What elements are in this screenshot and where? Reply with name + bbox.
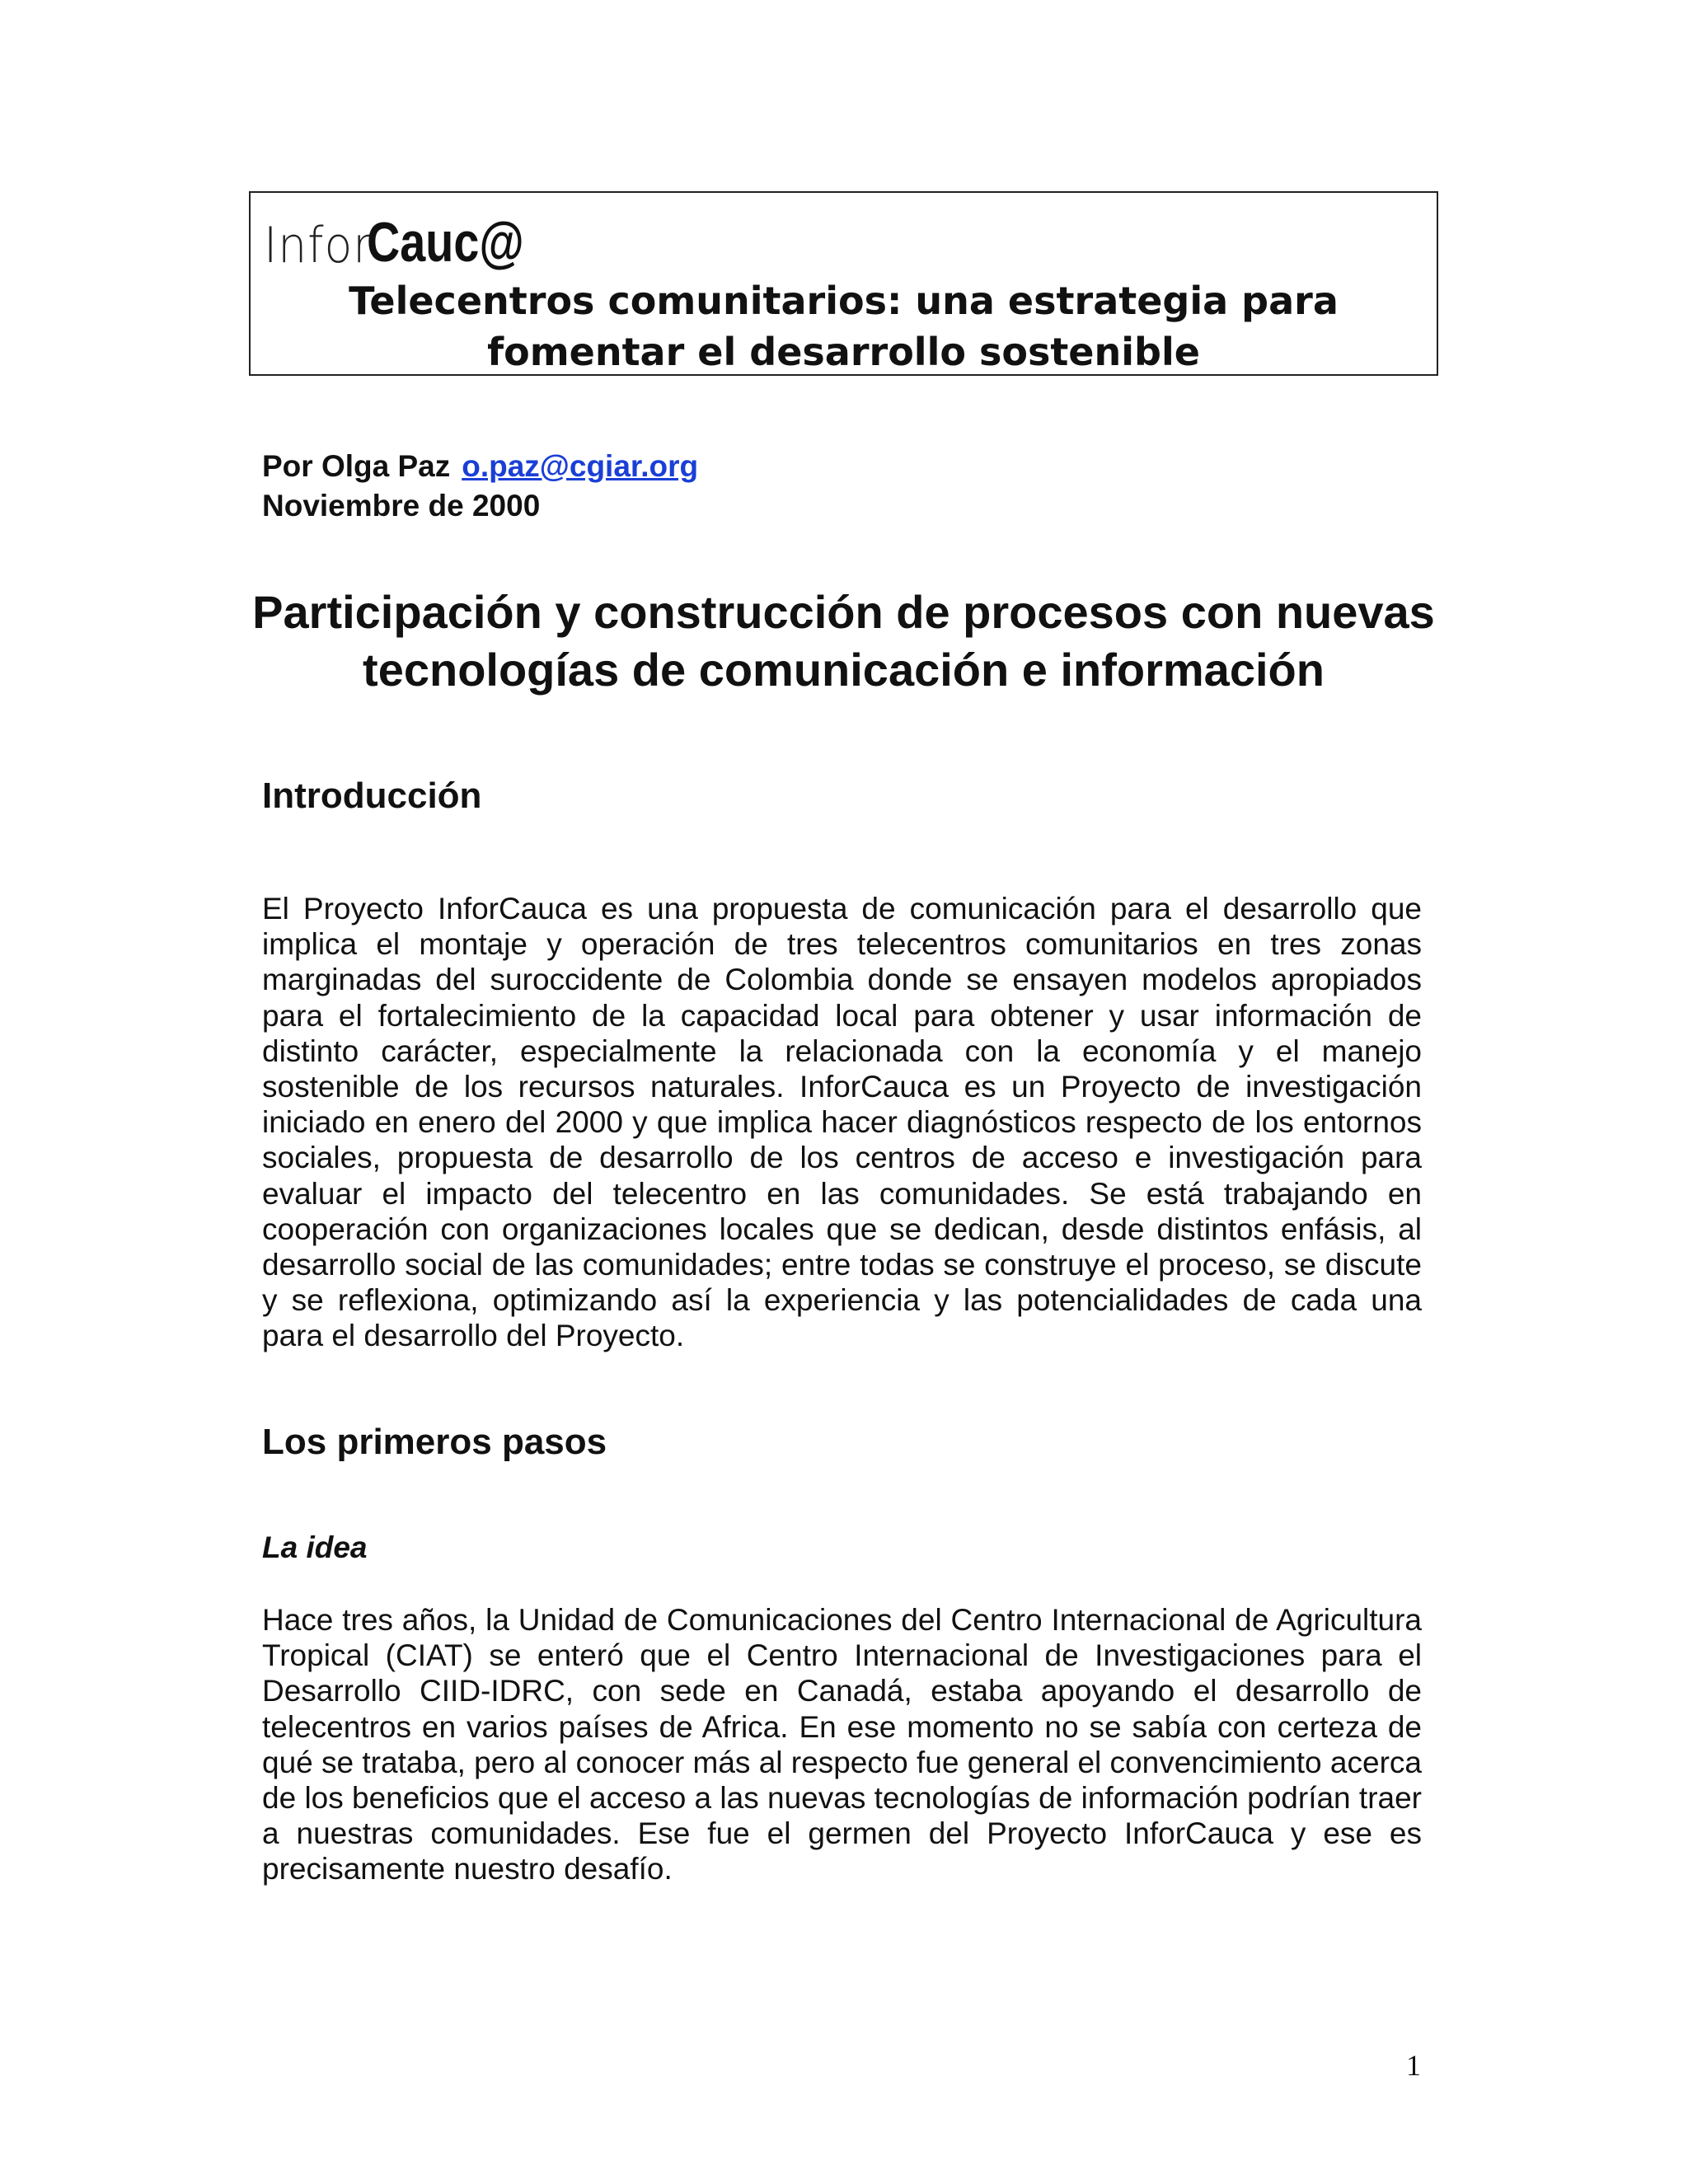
page-number: 1 (1406, 2049, 1421, 2082)
inforcauca-logo (264, 204, 559, 274)
la-idea-paragraph: Hace tres años, la Unidad de Comunicaciones del Centro Internacional de Agricultura Tropical (CIAT) se enteró que el Centro Internacional de Investigaciones para el Desarrollo CIID-IDRC, con sede en Canadá, estaba apoyando el desarrollo de telecentros en varios países de Africa. En ese momento no se sabía con certeza de qué se trataba, pero al conocer más al respecto fue general el convencimiento acerca de los beneficios que el acceso a las nuevas tecnologías de información podrían traer a nuestras comunidades. Ese fue el germen del Proyecto InforCauca y ese es precisamente nuestro desafío. (262, 1603, 1422, 1886)
section-heading-primeros-pasos: Los primeros pasos (262, 1422, 607, 1462)
section-heading-introduccion: Introducción (262, 776, 482, 816)
author-line (262, 447, 698, 486)
author-name: Por Olga Paz (262, 449, 451, 483)
author-email-link[interactable]: o.paz@cgiar.org (462, 449, 699, 483)
logo-text-light: Infor (264, 217, 373, 274)
intro-paragraph: El Proyecto InforCauca es una propuesta de comunicación para el desarrollo que implica el montaje y operación de tres telecentros comunitarios en tres zonas marginadas del suroccidente de Colombia donde se ensayen modelos apropiados para el fortalecimiento de la capacidad local para obtener y usar información de distinto carácter, especialmente la relacionada con la economía y el manejo sostenible de los recursos naturales. InforCauca es un Proyecto de investigación iniciado en enero del 2000 y que implica hacer diagnósticos respecto de los entornos sociales, propuesta de desarrollo de los centros de acceso e investigación para evaluar el impacto del telecentro en las comunidades. Se está trabajando en cooperación con organizaciones locales que se dedican, desde distintos enfásis, al desarrollo social de las comunidades; entre todas se construye el proceso, se discute y se reflexiona, optimizando así la experiencia y las potencialidades de cada una para el desarrollo del Proyecto. (262, 892, 1422, 1353)
main-title: Participación y construcción de procesos con nuevas tecnologías de comunicación e información (252, 586, 1435, 696)
subheading-la-idea: La idea (262, 1530, 368, 1564)
title-box (249, 191, 1438, 376)
document-header-title: Telecentros comunitarios: una estrategia para fomentar el desarrollo sostenible (349, 279, 1339, 374)
byline (262, 447, 698, 526)
publication-date: Noviembre de 2000 (262, 489, 541, 523)
logo-text-bold: Cauc@ (367, 211, 524, 274)
